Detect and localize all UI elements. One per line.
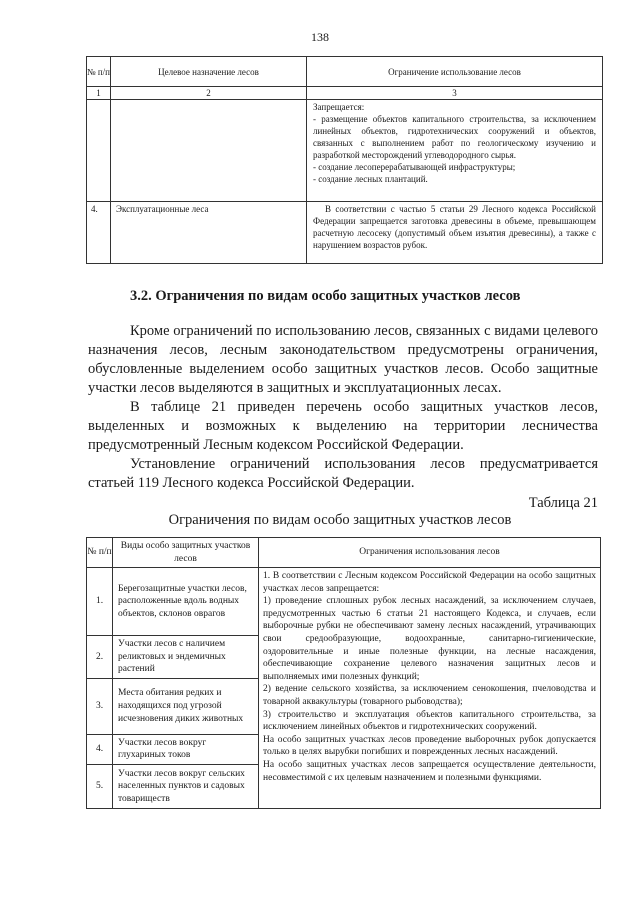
header-restriction: Ограничение использование лесов	[307, 57, 603, 87]
table-label: Таблица 21	[528, 495, 598, 511]
row-number: 4.	[87, 202, 111, 264]
kind-cell: Участки лесов вокруг сельских населенных пунктов и садовых товариществ	[113, 764, 259, 808]
paragraph: В таблице 21 приведен перечень особо защитных участков лесов, выделенных и возможных к выделению на территории лесничества предусмотренный Лесным кодексом Российской Федерации.	[88, 399, 598, 453]
row-number: 1.	[87, 568, 113, 636]
paragraph: Установление ограничений использования лесов предусматривается статьей 119 Лесного кодекса Российской Федерации.	[88, 456, 598, 491]
section-heading: 3.2. Ограничения по видам особо защитных участков лесов	[130, 288, 521, 304]
column-number-row	[87, 87, 603, 100]
protected-areas-table	[86, 537, 601, 809]
table-title: Ограничения по видам особо защитных участков лесов	[168, 512, 512, 528]
restriction-line: 2) ведение сельского хозяйства, за исключением сенокошения, пчеловодства и товарной аквакультуры (товарного рыбоводства);	[263, 684, 596, 707]
kind-cell: Участки лесов с наличием реликтовых и эндемичных растений	[113, 636, 259, 679]
restriction-line: Запрещается:	[313, 102, 365, 112]
col-number: 1	[87, 87, 111, 100]
kind-cell: Участки лесов вокруг глухариных токов	[113, 734, 259, 764]
col-number: 3	[307, 87, 603, 100]
purpose-cell: Эксплуатационные леса	[111, 202, 307, 264]
kind-cell: Места обитания редких и находящихся под угрозой исчезновения диких животных	[113, 678, 259, 734]
table-header-row	[87, 538, 601, 568]
col-number: 2	[111, 87, 307, 100]
header-restriction: Ограничения использования лесов	[259, 538, 601, 568]
header-purpose: Целевое назначение лесов	[111, 57, 307, 87]
restriction-line: На особо защитных участках лесов запрещается осуществление деятельности, несовместимой с их целевым назначением и полезными функциями.	[263, 759, 596, 783]
section-body	[88, 322, 598, 493]
table-header-row	[87, 57, 603, 87]
restriction-line: 1) проведение сплошных рубок лесных насаждений, за исключением случаев, предусмотренных частью 6 статьи 21 настоящего Кодекса, и случаев, если выборочные рубки не обеспечивают замену лесных насаждений, утрачивающих свои средообразующие, водоохранные, санитарно-гигиенические, оздоровительные и иные полезные функции, на лесные насаждения, обеспечивающие сохранение целевого назначения защитных лесов и выполняемых ими полезных функций;	[263, 596, 596, 682]
row-number: 5.	[87, 764, 113, 808]
header-num: № п/п	[87, 538, 113, 568]
restriction-line: На особо защитных участках лесов проведение выборочных рубок допускается только в целях вырубки погибших и поврежденных лесных насаждений.	[263, 734, 596, 758]
header-num: № п/п	[87, 57, 111, 87]
row-number: 4.	[87, 734, 113, 764]
header-kind: Виды особо защитных участков лесов	[113, 538, 259, 568]
page-number: 138	[311, 30, 329, 44]
restriction-cell: В соответствии с частью 5 статьи 29 Лесного кодекса Российской Федерации запрещается заготовка древесины в объеме, превышающем расчетную лесосеку (допустимый объем изъятия древесины), а также с нарушением возрастов рубок.	[307, 202, 603, 264]
table-row	[87, 202, 603, 264]
restriction-line: - создание лесных плантаций.	[313, 174, 428, 184]
restriction-cell	[259, 568, 601, 809]
row-number: 2.	[87, 636, 113, 679]
restriction-line: - размещение объектов капитального строительства, за исключением линейных объектов, гидротехнических сооружений и объектов, связанных с выполнением работ по геологическому изучению и разработкой месторождений углеводородного сырья.	[313, 114, 596, 160]
row-number: 3.	[87, 678, 113, 734]
restriction-line: - создание лесоперерабатывающей инфраструктуры;	[313, 162, 516, 172]
kind-cell: Берегозащитные участки лесов, расположенные вдоль водных объектов, склонов оврагов	[113, 568, 259, 636]
forest-purpose-table	[86, 56, 603, 264]
table-row	[87, 568, 601, 636]
restriction-line: 1. В соответствии с Лесным кодексом Российской Федерации на особо защитных участках лесов запрещается:	[263, 571, 596, 594]
restriction-cell	[307, 100, 603, 202]
restriction-line: 3) строительство и эксплуатация объектов капитального строительства, за исключением линейных объектов и гидротехнических сооружений.	[263, 709, 596, 733]
table-row	[87, 100, 603, 202]
paragraph: Кроме ограничений по использованию лесов, связанных с видами целевого назначения лесов, лесным законодательством предусмотрены ограничения, обусловленные выделением особо защитных участков лесов. Особо защитные участки лесов выделяются в защитных и эксплуатационных лесах.	[88, 323, 598, 396]
